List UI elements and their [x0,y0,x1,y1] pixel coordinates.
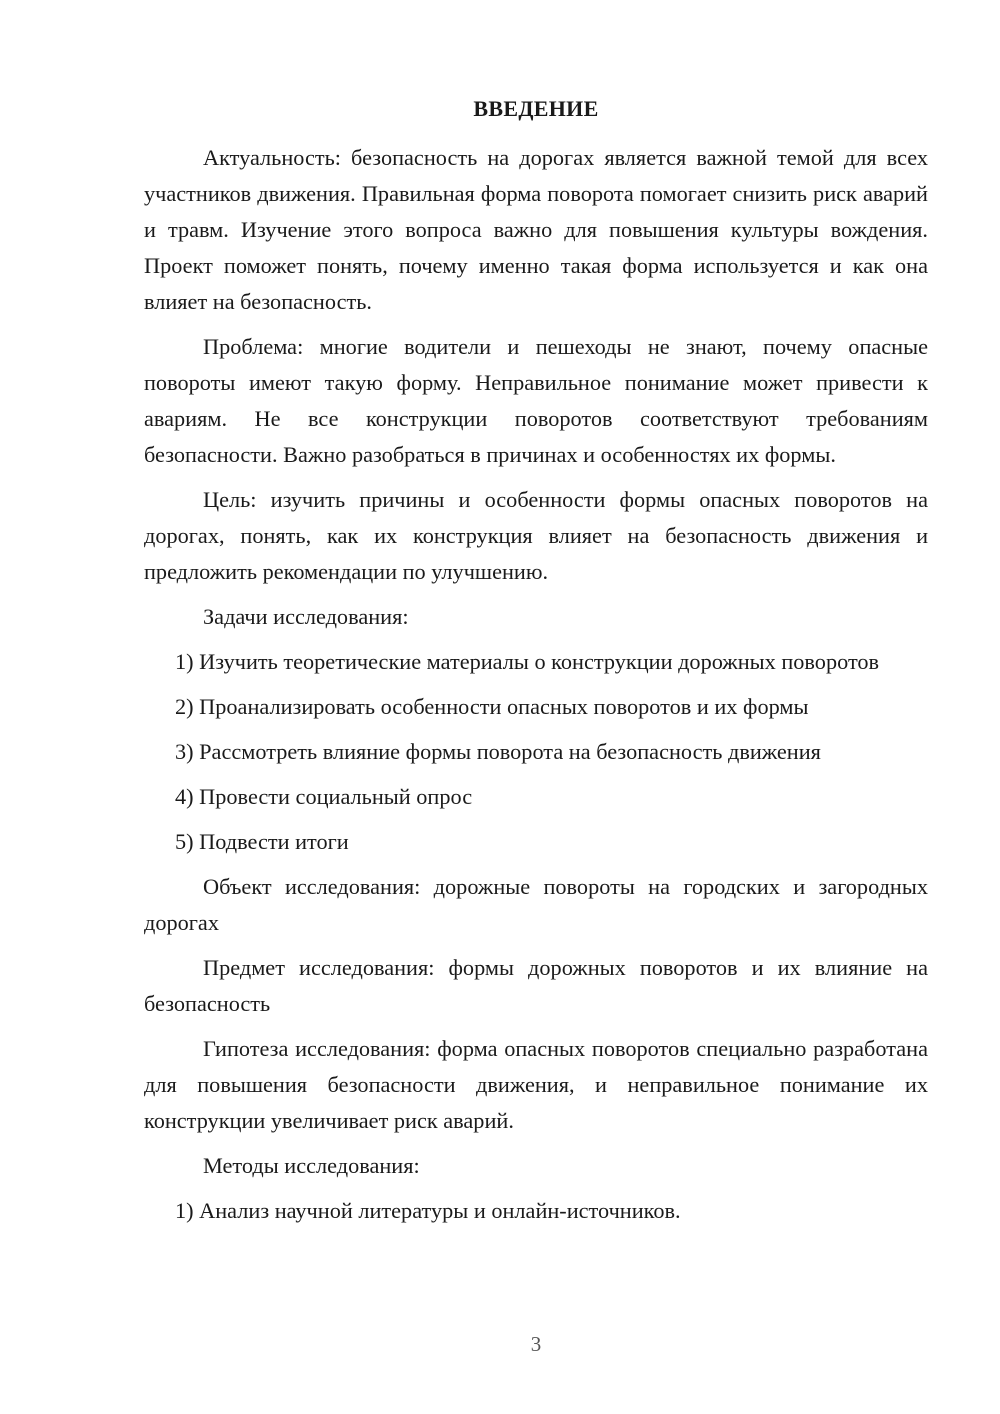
task-item-5: 5) Подвести итоги [175,829,349,854]
task-item-4: 4) Провести социальный опрос [175,784,473,809]
task-item-1: 1) Изучить теоретические материалы о конструкции дорожных поворотов [175,649,880,674]
paragraph-subject: Предмет исследования: формы дорожных поворотов и их влияние на безопасность [144,955,928,1016]
method-item-1: 1) Анализ научной литературы и онлайн-источников. [175,1198,681,1223]
task-item-3: 3) Рассмотреть влияние формы поворота на безопасность движения [175,739,821,764]
paragraph-goal: Цель: изучить причины и особенности формы опасных поворотов на дорогах, понять, как их конструкция влияет на безопасность движения и предложить рекомендации по улучшению. [144,487,928,584]
methods-heading: Методы исследования: [203,1153,420,1178]
paragraph-object: Объект исследования: дорожные повороты на городских и загородных дорогах [144,874,928,935]
paragraph-hypothesis: Гипотеза исследования: форма опасных поворотов специально разработана для повышения безопасности движения, и неправильное понимание их конструкции увеличивает риск аварий. [144,1036,928,1133]
document-body [144,140,928,1238]
page-title: ВВЕДЕНИЕ [473,96,599,121]
task-item-2: 2) Проанализировать особенности опасных поворотов и их формы [175,694,809,719]
tasks-heading: Задачи исследования: [203,604,409,629]
paragraph-problem: Проблема: многие водители и пешеходы не знают, почему опасные повороты имеют такую форму. Неправильное понимание может привести к авариям. Не все конструкции поворотов соответствуют требованиям безопасности. Важно разобраться в причинах и особенностях их формы. [144,334,928,467]
page-number: 3 [530,1332,542,1356]
paragraph-relevance: Актуальность: безопасность на дорогах является важной темой для всех участников движения. Правильная форма поворота помогает снизить риск аварий и травм. Изучение этого вопроса важно для повышения культуры вождения. Проект поможет понять, почему именно такая форма используется и как она влияет на безопасность. [144,145,928,314]
